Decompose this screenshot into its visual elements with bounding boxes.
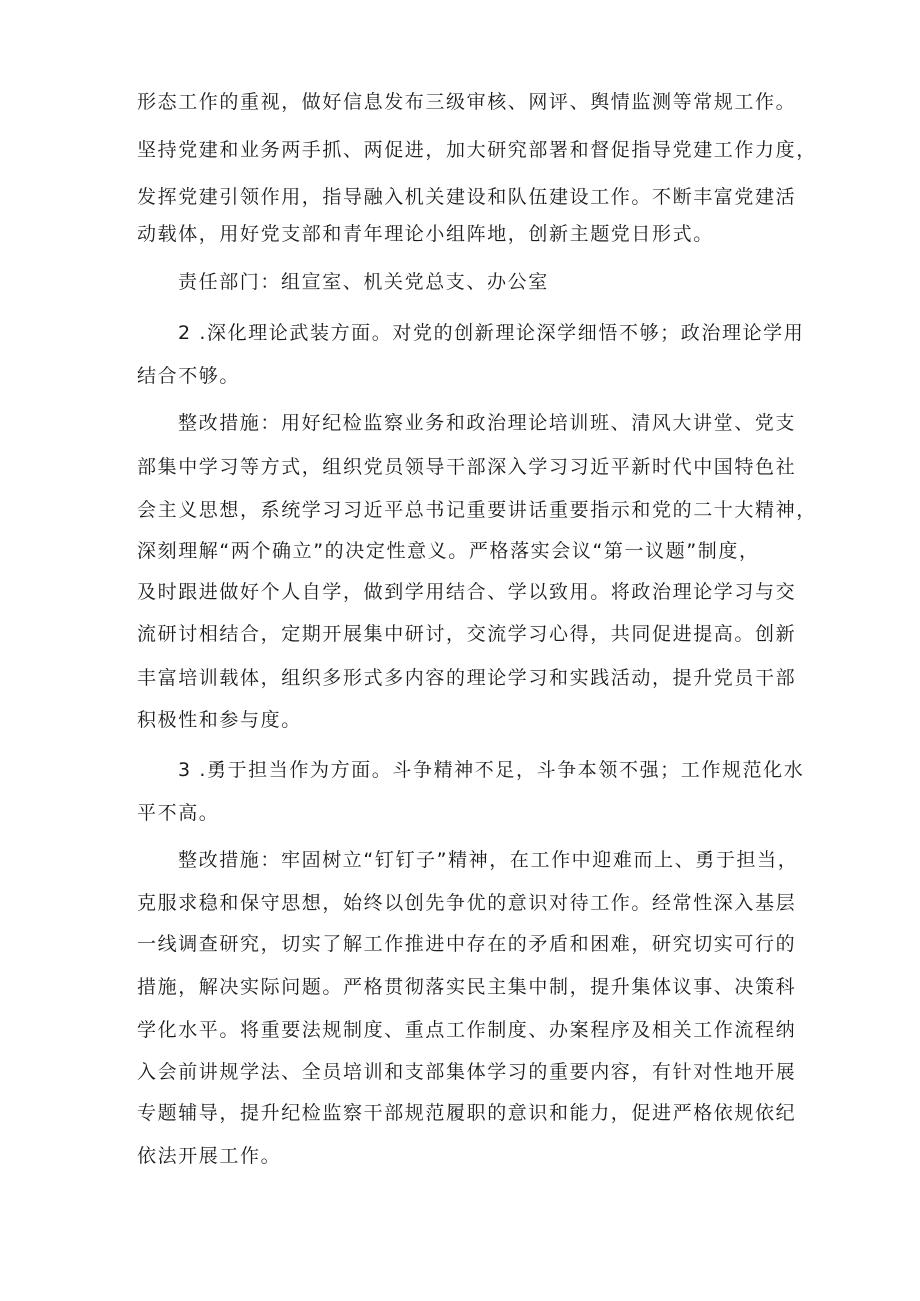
text-line: 及时跟进做好个人自学，做到学用结合、学以致用。将政治理论学习与交 xyxy=(137,581,797,603)
measures-line: 整改措施：牢固树立“钉钉子”精神，在工作中迎难而上、勇于担当， xyxy=(178,849,799,871)
text-line: 积极性和参与度。 xyxy=(137,709,302,731)
text-line: 流研讨相结合，定期开展集中研讨，交流学习心得，共同促进提高。创新 xyxy=(137,623,797,645)
text-line: 会主义思想，系统学习习近平总书记重要讲话重要指示和党的二十大精神， xyxy=(137,499,817,521)
text-line: 深刻理解“两个确立”的决定性意义。严格落实会议“第一议题”制度， xyxy=(137,540,760,562)
text-line: 动载体，用好党支部和青年理论小组阵地，创新主题党日形式。 xyxy=(137,223,714,245)
text-line: 发挥党建引领作用，指导融入机关建设和队伍建设工作。不断丰富党建活 xyxy=(137,186,797,208)
responsible-dept-line: 责任部门：组宣室、机关党总支、办公室 xyxy=(178,271,549,293)
text-line: 结合不够。 xyxy=(137,365,241,387)
text-line: 依法开展工作。 xyxy=(137,1145,282,1167)
measures-line: 整改措施：用好纪检监察业务和政治理论培训班、清风大讲堂、党支 xyxy=(178,412,797,434)
text-line: 丰富培训载体，组织多形式多内容的理论学习和实践活动，提升党员干部 xyxy=(137,667,797,689)
text-line: 一线调查研究，切实了解工作推进中存在的矛盾和困难，研究切实可行的 xyxy=(137,933,797,955)
section-heading-3: 3 .勇于担当作为方面。斗争精神不足，斗争本领不强；工作规范化水 xyxy=(178,759,805,781)
text-line: 专题辅导，提升纪检监察干部规范履职的意识和能力，促进严格依规依纪 xyxy=(137,1102,797,1124)
text-line: 坚持党建和业务两手抓、两促进，加大研究部署和督促指导党建工作力度， xyxy=(137,139,817,161)
section-heading-2: 2 .深化理论武装方面。对党的创新理论深学细悟不够；政治理论学用 xyxy=(178,322,805,344)
text-line: 入会前讲规学法、全员培训和支部集体学习的重要内容，有针对性地开展 xyxy=(137,1061,797,1083)
text-line: 形态工作的重视，做好信息发布三级审核、网评、舆情监测等常规工作。 xyxy=(137,91,797,113)
text-line: 部集中学习等方式，组织党员领导干部深入学习习近平新时代中国特色社 xyxy=(137,456,797,478)
text-line: 学化水平。将重要法规制度、重点工作制度、办案程序及相关工作流程纳 xyxy=(137,1019,797,1041)
text-line: 平不高。 xyxy=(137,802,220,824)
text-line: 措施，解决实际问题。严格贯彻落实民主集中制，提升集体议事、决策科 xyxy=(137,976,797,998)
text-line: 克服求稳和保守思想，始终以创先争优的意识对待工作。经常性深入基层 xyxy=(137,892,797,914)
